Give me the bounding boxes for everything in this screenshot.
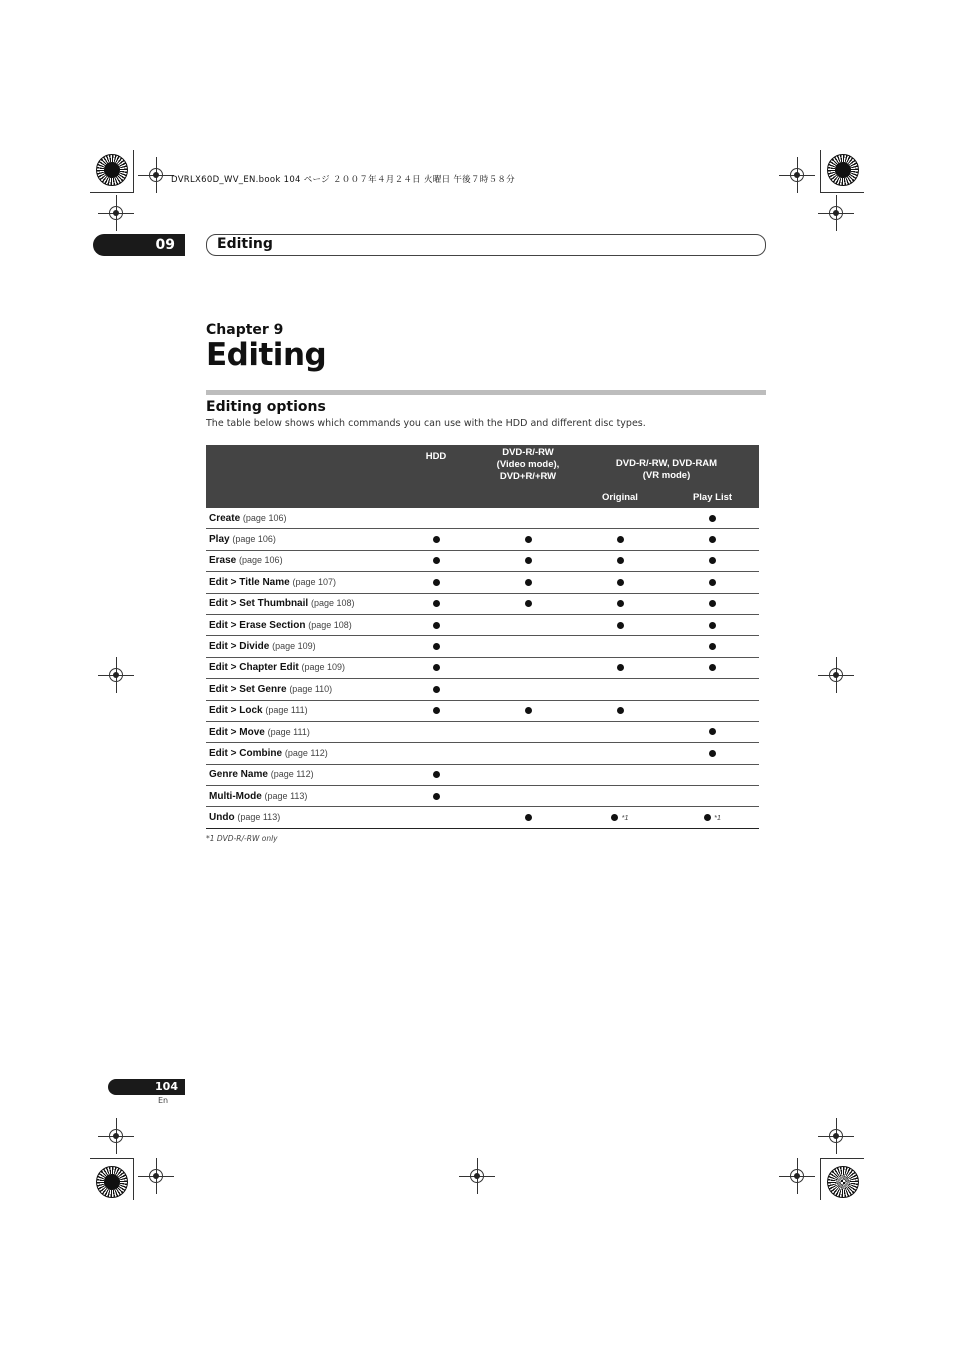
support-cell-original xyxy=(574,572,666,593)
command-name: Multi-Mode xyxy=(209,790,262,802)
command-cell xyxy=(206,657,390,678)
support-cell-original xyxy=(574,807,666,828)
table-row xyxy=(206,807,759,828)
command-cell xyxy=(206,764,390,785)
page-reference: (page 109) xyxy=(272,641,316,652)
page-reference: (page 110) xyxy=(289,683,333,694)
crop-line xyxy=(133,1158,134,1200)
support-cell-hdd xyxy=(390,550,482,571)
registration-sunburst-icon xyxy=(827,1166,859,1198)
support-cell-video xyxy=(482,743,574,764)
support-cell-hdd xyxy=(390,721,482,742)
running-head-frame xyxy=(206,234,766,256)
support-cell-original xyxy=(574,700,666,721)
supported-bullet-icon xyxy=(525,600,532,607)
support-cell-hdd xyxy=(390,614,482,635)
command-name: Play xyxy=(209,534,230,546)
page-title: Editing xyxy=(206,337,327,373)
support-cell-playlist xyxy=(666,508,759,529)
table-row xyxy=(206,614,759,635)
command-name: Undo xyxy=(209,812,235,824)
support-cell-video xyxy=(482,636,574,657)
chapter-number-badge: 09 xyxy=(93,234,185,256)
header-hdd: HDD xyxy=(390,445,482,508)
support-cell-original xyxy=(574,529,666,550)
supported-bullet-icon xyxy=(433,686,440,693)
language-code: En xyxy=(158,1096,169,1105)
support-cell-original xyxy=(574,679,666,700)
command-name: Edit > Set Thumbnail xyxy=(209,598,309,610)
table-row xyxy=(206,786,759,807)
support-cell-playlist xyxy=(666,529,759,550)
support-cell-video xyxy=(482,529,574,550)
page-reference: (page 113) xyxy=(264,790,308,801)
supported-bullet-icon xyxy=(433,664,440,671)
support-cell-original xyxy=(574,721,666,742)
support-cell-original xyxy=(574,593,666,614)
crop-line xyxy=(820,1158,821,1200)
supported-bullet-icon xyxy=(709,643,716,650)
registration-sunburst-icon xyxy=(96,1166,128,1198)
supported-bullet-icon xyxy=(617,579,624,586)
supported-bullet-icon xyxy=(709,557,716,564)
command-name: Edit > Title Name xyxy=(209,576,290,588)
support-cell-playlist xyxy=(666,764,759,785)
support-cell-video xyxy=(482,550,574,571)
support-cell-video xyxy=(482,786,574,807)
command-name: Erase xyxy=(209,555,237,567)
table-row xyxy=(206,529,759,550)
page-reference: (page 112) xyxy=(270,769,314,780)
registration-sunburst-icon xyxy=(96,154,128,186)
supported-bullet-icon xyxy=(525,536,532,543)
page-reference: (page 107) xyxy=(292,576,337,587)
support-cell-playlist xyxy=(666,743,759,764)
supported-bullet-icon xyxy=(709,728,716,735)
supported-bullet-icon xyxy=(617,664,624,671)
support-cell-video xyxy=(482,807,574,828)
page-number: 104 xyxy=(108,1079,185,1095)
support-cell-playlist xyxy=(666,807,759,828)
page-reference: (page 113) xyxy=(237,812,281,823)
page-reference: (page 109) xyxy=(301,662,346,673)
support-cell-original xyxy=(574,508,666,529)
table-row xyxy=(206,679,759,700)
page-reference: (page 106) xyxy=(232,534,276,545)
support-cell-hdd xyxy=(390,508,482,529)
support-cell-video xyxy=(482,508,574,529)
page-reference: (page 106) xyxy=(242,512,287,523)
support-cell-hdd xyxy=(390,572,482,593)
supported-bullet-icon xyxy=(704,814,711,821)
support-cell-hdd xyxy=(390,700,482,721)
table-row xyxy=(206,657,759,678)
table-row xyxy=(206,593,759,614)
crop-line xyxy=(90,192,134,193)
table-row xyxy=(206,764,759,785)
section-title: Editing options xyxy=(206,399,326,415)
support-cell-video xyxy=(482,572,574,593)
support-cell-hdd xyxy=(390,593,482,614)
support-cell-hdd xyxy=(390,743,482,764)
table-row xyxy=(206,636,759,657)
header-dvd-video-mode xyxy=(482,445,574,508)
header-vr-line1: DVD-R/-RW, DVD-RAM xyxy=(615,458,718,469)
command-cell xyxy=(206,700,390,721)
command-cell xyxy=(206,743,390,764)
support-cell-hdd xyxy=(390,657,482,678)
crop-line xyxy=(820,150,821,192)
support-cell-original xyxy=(574,636,666,657)
supported-bullet-icon xyxy=(709,600,716,607)
supported-bullet-icon xyxy=(611,814,618,821)
supported-bullet-icon xyxy=(617,622,624,629)
header-dvd-video-line3: DVD+R/+RW xyxy=(499,471,557,482)
support-cell-hdd xyxy=(390,807,482,828)
supported-bullet-icon xyxy=(433,793,440,800)
footnote: *1 DVD-R/-RW only xyxy=(206,834,278,843)
header-vr-line2: (VR mode) xyxy=(642,470,691,481)
command-name: Edit > Divide xyxy=(209,641,270,653)
crop-line xyxy=(820,1158,864,1159)
command-name: Edit > Chapter Edit xyxy=(209,662,299,674)
command-name: Create xyxy=(209,512,241,524)
command-cell xyxy=(206,721,390,742)
support-cell-video xyxy=(482,657,574,678)
support-cell-original xyxy=(574,550,666,571)
command-name: Edit > Lock xyxy=(209,705,263,717)
footnote-marker: *1 xyxy=(621,813,629,823)
command-name: Edit > Combine xyxy=(209,747,283,759)
page-reference: (page 111) xyxy=(265,705,308,716)
command-cell xyxy=(206,786,390,807)
header-dvd-video-line2: (Video mode), xyxy=(496,459,560,470)
title-divider xyxy=(206,390,766,395)
editing-options-table xyxy=(206,445,759,829)
registration-sunburst-icon xyxy=(827,154,859,186)
support-cell-hdd xyxy=(390,786,482,807)
supported-bullet-icon xyxy=(433,622,440,629)
supported-bullet-icon xyxy=(433,600,440,607)
support-cell-original xyxy=(574,764,666,785)
supported-bullet-icon xyxy=(433,557,440,564)
intro-text: The table below shows which commands you can use with the HDD and different disc types. xyxy=(206,418,646,429)
command-name: Edit > Move xyxy=(209,726,265,738)
support-cell-original xyxy=(574,743,666,764)
command-cell xyxy=(206,550,390,571)
table-row xyxy=(206,572,759,593)
supported-bullet-icon xyxy=(617,707,624,714)
table-row xyxy=(206,700,759,721)
table-row xyxy=(206,550,759,571)
support-cell-video xyxy=(482,614,574,635)
header-dvd-video-line1: DVD-R/-RW xyxy=(502,447,554,458)
support-cell-video xyxy=(482,764,574,785)
crop-line xyxy=(133,150,134,192)
supported-bullet-icon xyxy=(433,707,440,714)
support-cell-hdd xyxy=(390,636,482,657)
crop-line xyxy=(820,192,864,193)
supported-bullet-icon xyxy=(525,557,532,564)
command-name: Genre Name xyxy=(209,769,268,781)
command-cell xyxy=(206,572,390,593)
header-playlist: Play List xyxy=(666,490,759,508)
running-head-title: Editing xyxy=(217,236,273,252)
header-command xyxy=(206,445,390,508)
page-reference: (page 111) xyxy=(267,726,310,737)
support-cell-hdd xyxy=(390,529,482,550)
command-cell xyxy=(206,529,390,550)
command-cell xyxy=(206,593,390,614)
header-original: Original xyxy=(574,490,666,508)
page-reference: (page 108) xyxy=(308,619,352,630)
command-name: Edit > Set Genre xyxy=(209,683,287,695)
support-cell-video xyxy=(482,593,574,614)
support-cell-original xyxy=(574,786,666,807)
support-cell-playlist xyxy=(666,700,759,721)
support-cell-playlist xyxy=(666,679,759,700)
support-cell-playlist xyxy=(666,614,759,635)
supported-bullet-icon xyxy=(709,515,716,522)
support-cell-playlist xyxy=(666,550,759,571)
support-cell-hdd xyxy=(390,679,482,700)
support-cell-playlist xyxy=(666,636,759,657)
supported-bullet-icon xyxy=(617,536,624,543)
page-reference: (page 106) xyxy=(239,555,283,566)
supported-bullet-icon xyxy=(525,707,532,714)
header-dvd-vr-mode xyxy=(574,445,759,490)
command-cell xyxy=(206,508,390,529)
table-row xyxy=(206,721,759,742)
supported-bullet-icon xyxy=(525,579,532,586)
supported-bullet-icon xyxy=(433,643,440,650)
supported-bullet-icon xyxy=(709,536,716,543)
support-cell-playlist xyxy=(666,572,759,593)
page-reference: (page 112) xyxy=(284,747,328,758)
supported-bullet-icon xyxy=(709,664,716,671)
support-cell-playlist xyxy=(666,721,759,742)
supported-bullet-icon xyxy=(617,600,624,607)
supported-bullet-icon xyxy=(709,622,716,629)
support-cell-playlist xyxy=(666,657,759,678)
supported-bullet-icon xyxy=(709,579,716,586)
command-cell xyxy=(206,807,390,828)
supported-bullet-icon xyxy=(433,536,440,543)
supported-bullet-icon xyxy=(617,557,624,564)
print-header: DVRLX60D_WV_EN.book 104 ページ ２００７年４月２４日 火曜日 午後７時５８分 xyxy=(171,175,515,185)
support-cell-video xyxy=(482,721,574,742)
support-cell-video xyxy=(482,700,574,721)
supported-bullet-icon xyxy=(709,750,716,757)
command-cell xyxy=(206,614,390,635)
table-row xyxy=(206,508,759,529)
command-name: Edit > Erase Section xyxy=(209,619,306,631)
support-cell-playlist xyxy=(666,593,759,614)
page-reference: (page 108) xyxy=(310,598,355,609)
table-row xyxy=(206,743,759,764)
command-cell xyxy=(206,679,390,700)
support-cell-playlist xyxy=(666,786,759,807)
command-cell xyxy=(206,636,390,657)
chapter-label: Chapter 9 xyxy=(206,322,284,338)
support-cell-video xyxy=(482,679,574,700)
support-cell-original xyxy=(574,657,666,678)
support-cell-hdd xyxy=(390,764,482,785)
footnote-marker: *1 xyxy=(713,813,722,823)
crop-line xyxy=(90,1158,134,1159)
supported-bullet-icon xyxy=(525,814,532,821)
support-cell-original xyxy=(574,614,666,635)
supported-bullet-icon xyxy=(433,579,440,586)
supported-bullet-icon xyxy=(433,771,440,778)
